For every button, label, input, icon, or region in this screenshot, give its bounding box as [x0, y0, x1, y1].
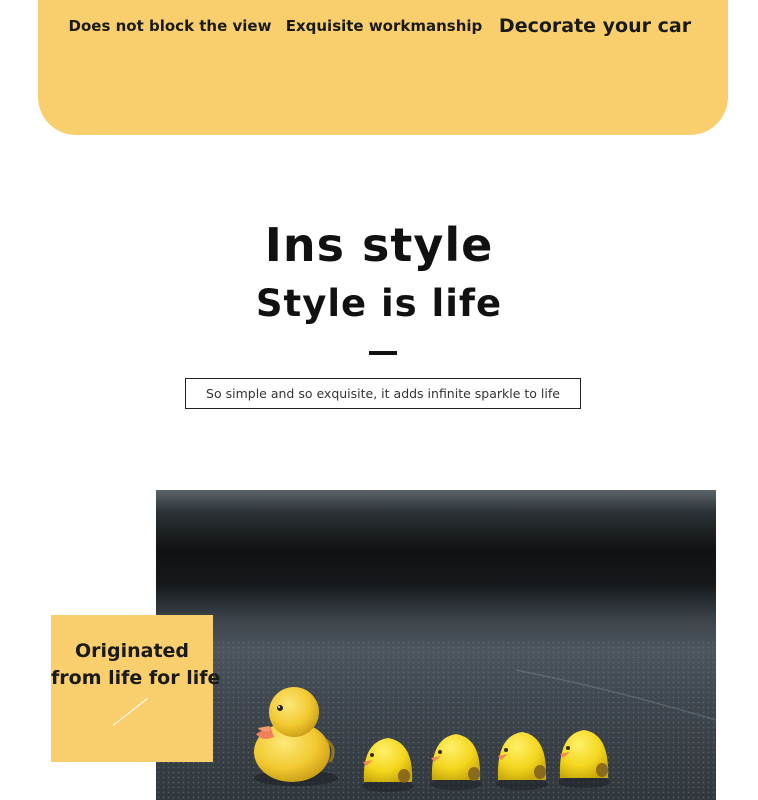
feature-label-workmanship: Exquisite workmanship [285, 17, 483, 35]
feature-label-decorate: Decorate your car [498, 15, 692, 37]
headline-title: Ins style [264, 218, 494, 272]
product-photo [156, 490, 716, 800]
feature-banner [38, 0, 728, 135]
origin-card-line1: Originated [74, 640, 190, 662]
decorative-slash [113, 698, 148, 726]
origin-card [51, 615, 221, 762]
origin-card-line2: from life for life [51, 667, 221, 689]
headline-subtitle: Style is life [255, 282, 503, 325]
dashboard-scene [156, 490, 716, 800]
headline-divider [369, 351, 397, 355]
feature-label-view: Does not block the view [68, 17, 272, 35]
tagline-box: So simple and so exquisite, it adds infinite sparkle to life [185, 378, 581, 409]
